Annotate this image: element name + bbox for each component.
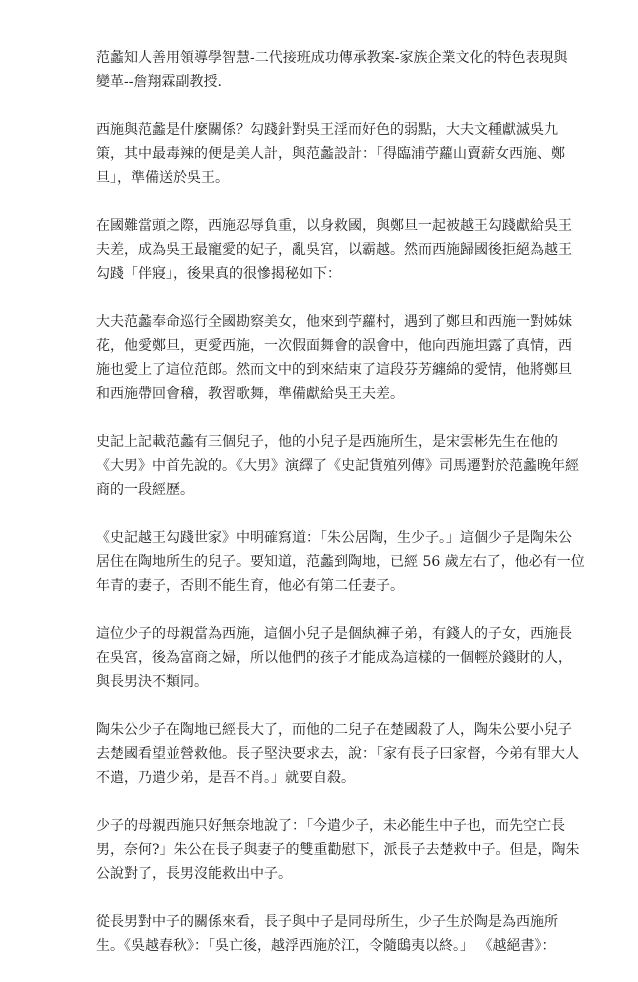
text-line: 花，他愛鄭旦，更愛西施，一次假面舞會的誤會中，他向西施坦露了真情，西 [96,338,572,354]
text-line: 居住在陶地所生的兒子。要知道，范蠡到陶地，已經 56 歲左右了，他必有一位 [96,554,585,570]
paragraph [96,622,572,694]
text-line: 男，奈何?」朱公在長子與妻子的雙重勸慰下，派長子去楚救中子。但是，陶朱 [96,842,580,858]
text-line: 夫差，成為吳王最寵愛的妃子，亂吳宮，以霸越。然而西施歸國後拒絕為越王 [96,242,572,258]
text-line: 范蠡知人善用領導學智慧-二代接班成功傳承教案-家族企業文化的特色表現與 [96,50,568,66]
text-line: 從長男對中子的關係來看，長子與中子是同母所生，少子生於陶是為西施所 [96,914,558,930]
text-line: 與長男決不類同。 [96,674,208,690]
paragraph [96,526,585,598]
paragraph [96,718,579,790]
text-line: 《大男》中首先說的。《大男》演繹了《史記貨殖列傳》司馬遷對於范蠡晚年經 [96,458,579,474]
text-line: 旦」，準備送於吳王。 [96,170,229,186]
text-line: 大夫范蠡奉命巡行全國勘察美女，他來到苧蘿村，遇到了鄭旦和西施一對姊妹 [96,314,572,330]
paragraph [96,814,580,886]
text-line: 不遣，乃遣少弟，是吾不肖。」就要自殺。 [96,770,355,786]
paragraph [96,118,565,190]
text-line: 陶朱公少子在陶地已經長大了，而他的二兒子在楚國殺了人，陶朱公要小兒子 [96,722,572,738]
text-line: 去楚國看望並營救他。長子堅決要求去，說：「家有長子曰家督，今弟有罪大人 [96,746,579,762]
text-line: 年青的妻子，否則不能生育，他必有第二任妻子。 [96,578,404,594]
text-line: 西施與范蠡是什麼關係？勾踐針對吳王淫而好色的弱點，大夫文種獻滅吳九 [96,122,558,138]
text-line: 生。《吳越春秋》：「吳亡後，越浮西施於江，令隨鴟夷以終。」 《越絕書》： [96,938,556,954]
document-body [96,46,585,982]
text-line: 商的一段經歷。 [96,482,194,498]
text-line: 施也愛上了這位范郎。然而文中的到來結束了這段芬芳纏綿的愛情，他將鄭旦 [96,362,572,378]
paragraph [96,214,572,286]
text-line: 史記上記載范蠡有三個兒子，他的小兒子是西施所生，是宋雲彬先生在他的 [96,434,558,450]
text-line: 勾踐「伴寢」，後果真的很慘揭秘如下： [96,266,341,282]
text-line: 在吳宮，後為富商之婦，所以他們的孩子才能成為這樣的一個輕於錢財的人， [96,650,572,666]
text-line: 策，其中最毒辣的便是美人計，與范蠡設計：「得臨浦苧蘿山賣薪女西施、鄭 [96,146,565,162]
text-line: 少子的母親西施只好無奈地說了：「今遣少子，未必能生中子也，而先空亡長 [96,818,565,834]
text-line: 變革--詹翔霖副教授. [96,74,222,90]
text-line: 《史記越王勾踐世家》中明確寫道：「朱公居陶，生少子。」這個少子是陶朱公 [96,530,572,546]
text-line: 在國難當頭之際，西施忍辱負重，以身救國，與鄭旦一起被越王勾踐獻給吳王 [96,218,572,234]
paragraph-title [96,46,568,94]
paragraph [96,910,558,958]
text-line: 這位少子的母親當為西施，這個小兒子是個紈褲子弟，有錢人的子女，西施長 [96,626,572,642]
text-line: 和西施帶回會稽，教習歌舞，準備獻給吳王夫差。 [96,386,404,402]
paragraph [96,430,579,502]
paragraph [96,310,572,406]
text-line: 公說對了，長男沒能救出中子。 [96,866,292,882]
